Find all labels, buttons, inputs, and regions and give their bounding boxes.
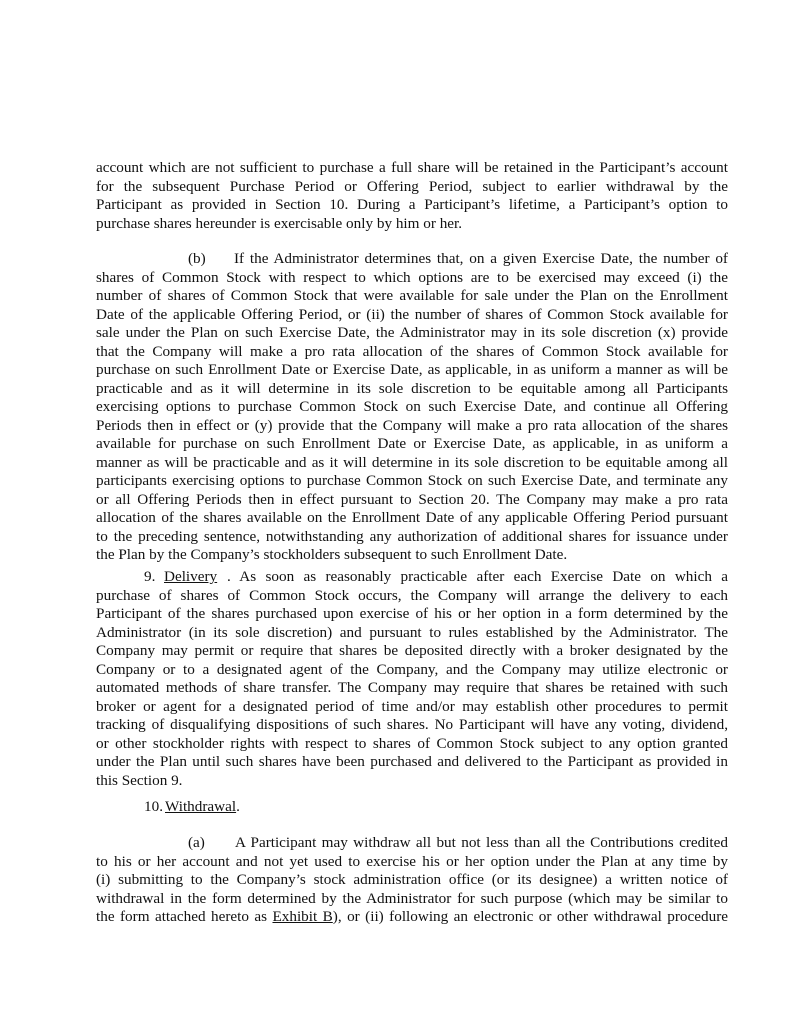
paragraph-b-first-line (96, 250, 728, 269)
text-span: the form attached hereto as (96, 908, 273, 925)
text-line: purchase shares hereunder is exercisable only by him or her. (96, 214, 463, 232)
text-line: participants exercising options to purchase Common Stock on such Exercise Date, and terminate any (96, 472, 728, 489)
text-line: under the Plan until such shares have been purchased and delivered to the Participant as provided in (96, 753, 728, 770)
text-line: Company or to a designated agent of the Company, and the Company may utilize electronic or (96, 660, 728, 678)
heading-period: . (236, 798, 240, 815)
paragraph-label: (a) (188, 834, 205, 851)
paragraph-label: (b) (188, 250, 206, 267)
text-line: withdrawal in the form determined by the Administrator for such purpose (which may be similar to (96, 889, 728, 907)
text-line: purchase on such Enrollment Date or Exercise Date, as applicable, in as uniform a manner as will be (96, 361, 728, 378)
text-line: purchase of shares of Common Stock occurs, the Company will arrange the delivery to each (96, 586, 728, 604)
text-line: Administrator (in its sole discretion) and pursuant to rules established by the Administrator. The (96, 623, 728, 641)
text-span: If the Administrator determines that, on a given Exercise Date, the number of (234, 250, 728, 267)
text-line: available for purchase on such Enrollment Date or Exercise Date, as applicable, in as uniform a (96, 435, 728, 452)
text-line: Participant as provided in Section 10. During a Participant’s lifetime, a Participant’s option to (96, 196, 728, 213)
text-line: Participant of the shares purchased upon exercise of his or her option in a form determined by the (96, 605, 728, 622)
text-line: shares of Common Stock with respect to which options are to be exercised may exceed (i) the (96, 268, 728, 286)
section-number: 9. (144, 568, 156, 585)
text-line: or all Offering Periods then in effect pursuant to Section 20. The Company may make a pro rata (96, 490, 728, 508)
text-span: A Participant may withdraw all but not less than all the Contributions credited (235, 834, 728, 851)
section-heading: Delivery (164, 568, 218, 585)
section-number: 10. (144, 798, 163, 815)
text-line: tracking of disqualifying dispositions of such shares. No Participant will have any voting, dividend, (96, 716, 728, 733)
text-line: to the preceding sentence, notwithstanding any authorization of additional shares for issuance under (96, 527, 728, 545)
text-line: broker or agent for a designated period of time and/or may establish other procedures to permit (96, 697, 728, 715)
text-line: (i) submitting to the Company’s stock administration office (or its designee) a written notice of (96, 871, 728, 888)
section-heading: Withdrawal (165, 798, 237, 815)
text-line: practicable and as it will determine in its sole discretion to be equitable among all Participants (96, 379, 728, 397)
paragraph-10a-first-line (96, 834, 728, 853)
text-line: allocation of the shares available on the Enrollment Date of any applicable Offering Period pursuant (96, 509, 728, 526)
text-line: this Section 9. (96, 771, 183, 789)
text-line: number of shares of Common Stock that were available for sale under the Plan on the Enrollment (96, 287, 728, 304)
text-span: ), or (ii) following an electronic or other withdrawal procedure (332, 908, 728, 925)
text-line: Periods then in effect or (y) provide that the Company will make a pro rata allocation of the shares (96, 416, 728, 434)
exhibit-b-reference: Exhibit B (272, 908, 333, 925)
text-line: to his or her account and not yet used to exercise his or her option under the Plan at any time by (96, 852, 728, 870)
text-line: or other stockholder rights with respect to shares of Common Stock subject to any option granted (96, 734, 728, 752)
text-line: manner as will be practicable and as it will determine in its sole discretion to be equitable among all (96, 453, 728, 471)
text-line: exercising options to purchase Common Stock on such Exercise Date, and continue all Offering (96, 398, 728, 415)
text-line: the Plan by the Company’s stockholders subsequent to such Enrollment Date. (96, 546, 568, 563)
text-line: sale under the Plan on such Exercise Date, the Administrator may in its sole discretion (x) provide (96, 324, 728, 341)
text-line: Company may permit or require that shares be deposited directly with a broker designated by the (96, 642, 728, 659)
section-10-heading-line (96, 798, 728, 817)
text-line: for the subsequent Purchase Period or Offering Period, subject to earlier withdrawal by the (96, 177, 728, 195)
text-line: automated methods of share transfer. The Company may require that shares be retained with such (96, 679, 728, 696)
section-9-first-line (96, 568, 728, 587)
text-line: account which are not sufficient to purchase a full share will be retained in the Participant’s account (96, 159, 728, 176)
text-line: Date of the applicable Offering Period, or (ii) the number of shares of Common Stock available for (96, 305, 728, 323)
text-span: . As soon as reasonably practicable after each Exercise Date on which a (227, 568, 728, 585)
text-line-with-exhibit-link (96, 908, 728, 927)
text-line: that the Company will make a pro rata allocation of the shares of Common Stock available for (96, 342, 728, 360)
section-heading-wrap (165, 798, 240, 817)
